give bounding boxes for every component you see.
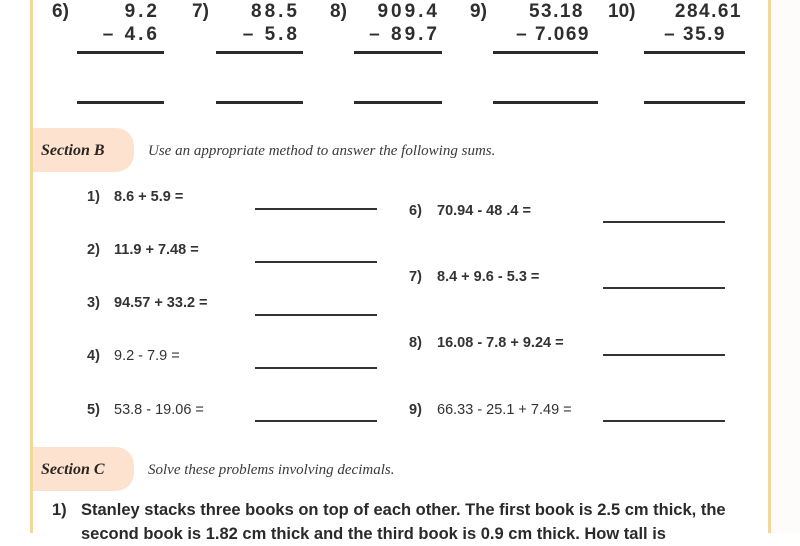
answer-rule-top	[354, 51, 442, 54]
problem-number: 8)	[330, 1, 347, 22]
subtrahend: – 7.069	[516, 24, 590, 45]
answer-rule-top	[77, 51, 164, 54]
section-c-instruction: Solve these problems involving decimals.	[148, 462, 395, 478]
answer-line[interactable]	[493, 101, 598, 104]
subtrahend: – 35.9	[664, 24, 726, 45]
sum-expression: 9.2 - 7.9 =	[114, 348, 180, 364]
answer-rule-top	[216, 51, 303, 54]
problem-number: 6)	[52, 1, 69, 22]
problem-number: 1)	[52, 501, 67, 519]
answer-line[interactable]	[354, 101, 442, 104]
answer-line[interactable]	[255, 261, 377, 263]
sum-number: 8)	[409, 335, 422, 351]
answer-line[interactable]	[255, 420, 377, 422]
sum-number: 7)	[409, 269, 422, 285]
section-b-instruction: Use an appropriate method to answer the following sums.	[148, 143, 496, 159]
minuend: 284.61	[674, 1, 742, 22]
minuend: 9.2	[124, 1, 160, 22]
problem-number: 9)	[470, 1, 487, 22]
subtrahend: – 4.6	[102, 24, 160, 45]
answer-rule-top	[493, 51, 598, 54]
sum-expression: 53.8 - 19.06 =	[114, 402, 204, 418]
problem-text: Stanley stacks three books on top of each other. The first book is 2.5 cm thick, the second book is 1.82 cm thick and the third book is 0.9 cm thick. How tall is	[81, 501, 726, 543]
sum-number: 2)	[87, 242, 100, 258]
answer-line[interactable]	[77, 101, 164, 104]
answer-line[interactable]	[603, 354, 725, 356]
section-c-label: Section C	[41, 461, 105, 478]
sum-number: 1)	[87, 189, 100, 205]
answer-line[interactable]	[644, 101, 745, 104]
sum-expression: 8.4 + 9.6 - 5.3 =	[437, 269, 540, 285]
answer-line[interactable]	[603, 287, 725, 289]
sum-expression: 16.08 - 7.8 + 9.24 =	[437, 335, 564, 351]
answer-line[interactable]	[255, 208, 377, 210]
answer-line[interactable]	[603, 221, 725, 223]
sum-number: 9)	[409, 402, 422, 418]
section-b-label: Section B	[41, 142, 105, 159]
answer-line[interactable]	[216, 101, 303, 104]
sum-number: 3)	[87, 295, 100, 311]
problem-number: 10)	[608, 1, 636, 22]
subtrahend: – 89.7	[369, 24, 440, 45]
sum-expression: 11.9 + 7.48 =	[114, 242, 199, 258]
page-margin-right	[771, 0, 800, 533]
sum-expression: 66.33 - 25.1 + 7.49 =	[437, 402, 572, 418]
sum-number: 5)	[87, 402, 100, 418]
subtrahend: – 5.8	[242, 24, 300, 45]
sum-expression: 94.57 + 33.2 =	[114, 295, 208, 311]
minuend: 53.18	[528, 1, 584, 22]
answer-rule-top	[644, 51, 745, 54]
sum-number: 6)	[409, 203, 422, 219]
problem-number: 7)	[192, 1, 209, 22]
sum-expression: 70.94 - 48 .4 =	[437, 203, 531, 219]
minuend: 909.4	[377, 1, 440, 22]
sum-expression: 8.6 + 5.9 =	[114, 189, 184, 205]
sum-number: 4)	[87, 348, 100, 364]
minuend: 88.5	[251, 1, 300, 22]
answer-line[interactable]	[255, 314, 377, 316]
answer-line[interactable]	[255, 367, 377, 369]
answer-line[interactable]	[603, 420, 725, 422]
